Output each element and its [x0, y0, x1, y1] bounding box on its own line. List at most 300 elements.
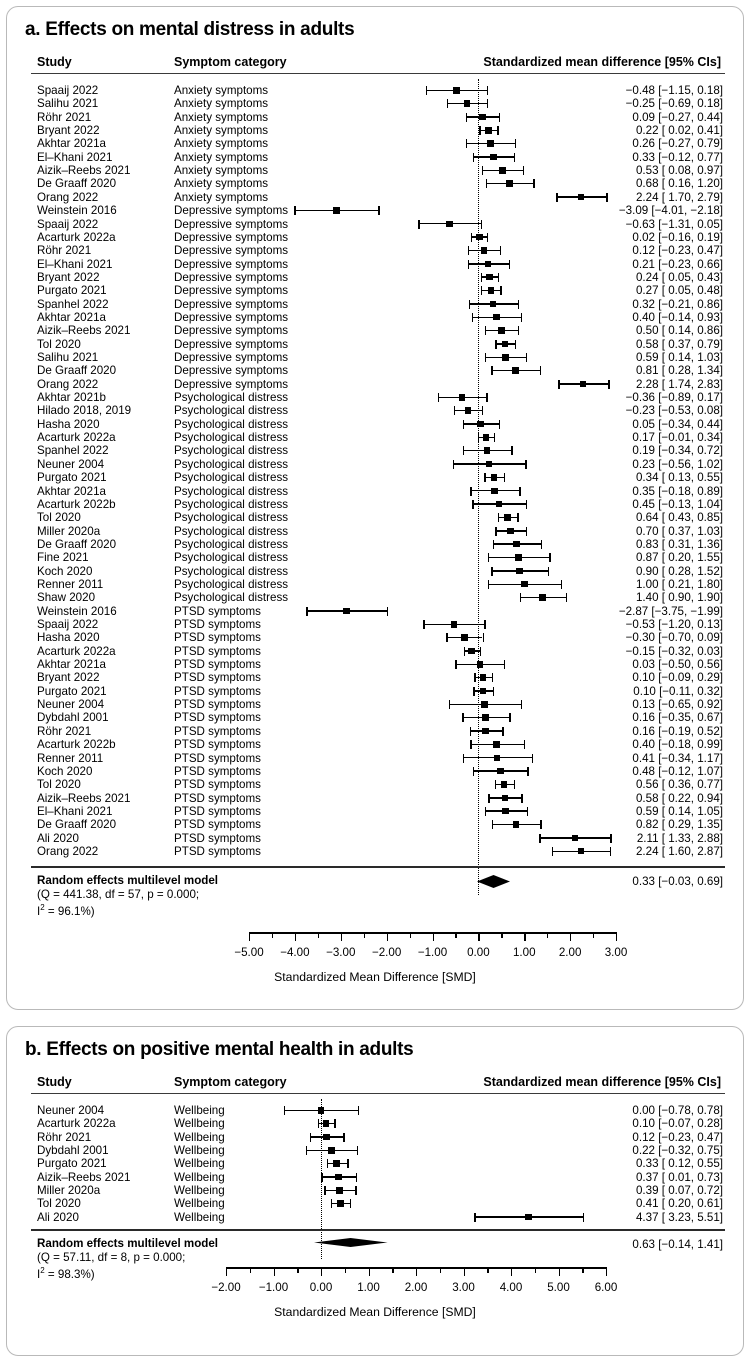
ci-cap-left: [449, 700, 450, 709]
row-study-label: Acarturk 2022a: [37, 644, 116, 658]
axis-major-tick: [274, 1267, 275, 1276]
ci-cap-right: [561, 580, 562, 589]
ci-cap-right: [606, 193, 607, 202]
axis-minor-tick: [250, 1267, 251, 1273]
axis-major-tick: [464, 1267, 465, 1276]
ci-cap-left: [488, 553, 489, 562]
row-study-label: El–Khani 2021: [37, 150, 113, 164]
row-study-label: Röhr 2021: [37, 244, 92, 258]
ci-cap-left: [426, 86, 427, 95]
row-study-label: Spaaij 2022: [37, 217, 99, 231]
row-estimate-text: 0.45 [−0.13, 1.04]: [632, 497, 723, 511]
row-estimate-text: 0.12 [−0.23, 0.47]: [632, 244, 723, 258]
ci-cap-right: [540, 366, 541, 375]
column-header-study: Study: [37, 55, 72, 69]
row-category-label: Psychological distress: [174, 551, 289, 565]
row-estimate-text: 1.00 [ 0.21, 1.80]: [635, 577, 723, 591]
row-category-label: Psychological distress: [174, 564, 289, 578]
axis-major-tick: [524, 932, 525, 941]
row-estimate-text: 0.35 [−0.18, 0.89]: [632, 484, 723, 498]
row-study-label: Aizik–Reebs 2021: [37, 324, 131, 338]
row-estimate-text: 0.26 [−0.27, 0.79]: [632, 137, 723, 151]
ci-cap-left: [310, 1133, 311, 1142]
ci-cap-right: [548, 567, 549, 576]
axis-minor-tick: [392, 1267, 393, 1273]
row-estimate-text: 2.24 [ 1.60, 2.87]: [635, 844, 723, 858]
effect-size-marker: [496, 501, 503, 508]
row-study-label: Orang 2022: [37, 190, 99, 204]
row-estimate-text: 0.02 [−0.16, 0.19]: [632, 230, 723, 244]
row-study-label: Koch 2020: [37, 564, 93, 578]
ci-cap-right: [519, 487, 520, 496]
row-category-label: Psychological distress: [174, 511, 289, 525]
ci-cap-right: [357, 1146, 358, 1155]
ci-cap-right: [527, 767, 528, 776]
ci-cap-left: [453, 460, 454, 469]
ci-cap-left: [466, 139, 467, 148]
row-category-label: Psychological distress: [174, 391, 289, 405]
row-estimate-text: 0.50 [ 0.14, 0.86]: [635, 324, 723, 338]
row-study-label: Akhtar 2021a: [37, 310, 106, 324]
axis-tick-label: −5.00: [234, 946, 264, 959]
row-study-label: El–Khani 2021: [37, 804, 113, 818]
effect-size-marker: [446, 221, 453, 228]
effect-size-marker: [506, 180, 513, 187]
row-estimate-text: 0.48 [−0.12, 1.07]: [632, 764, 723, 778]
ci-cap-left: [495, 340, 496, 349]
row-category-label: Wellbeing: [174, 1157, 225, 1171]
ci-cap-right: [515, 340, 516, 349]
column-header-estimate: Standardized mean difference [95% CIs]: [483, 1075, 721, 1089]
ci-cap-right: [509, 713, 510, 722]
summary-stats-line2: $I^2 = 98.3\%$): [37, 1266, 95, 1281]
row-category-label: Psychological distress: [174, 537, 289, 551]
row-study-label: Bryant 2022: [37, 124, 100, 138]
ci-cap-left: [552, 847, 553, 856]
ci-cap-left: [493, 540, 494, 549]
effect-size-marker: [502, 808, 509, 815]
row-category-label: PTSD symptoms: [174, 764, 261, 778]
effect-size-marker: [494, 755, 501, 762]
effect-size-marker: [485, 261, 492, 268]
row-estimate-text: 0.23 [−0.56, 1.02]: [632, 457, 723, 471]
ci-cap-left: [478, 433, 479, 442]
ci-cap-left: [485, 807, 486, 816]
ci-cap-right: [517, 513, 518, 522]
effect-size-marker: [491, 474, 498, 481]
effect-size-marker: [480, 674, 487, 681]
effect-size-marker: [490, 154, 497, 161]
row-category-label: PTSD symptoms: [174, 831, 261, 845]
effect-size-marker: [521, 581, 528, 588]
row-estimate-text: 0.58 [ 0.22, 0.94]: [635, 791, 723, 805]
ci-cap-left: [482, 166, 483, 175]
axis-tick-label: −4.00: [280, 946, 310, 959]
pooled-effect-diamond: [477, 875, 510, 888]
axis-major-tick: [295, 932, 296, 941]
row-study-label: Acarturk 2022a: [37, 1117, 116, 1131]
header-rule: [31, 1093, 725, 1094]
effect-size-marker: [335, 1174, 342, 1181]
effect-size-marker: [486, 461, 493, 468]
row-category-label: Psychological distress: [174, 417, 289, 431]
axis-minor-tick: [345, 1267, 346, 1273]
summary-label-block: [37, 874, 218, 918]
row-category-label: PTSD symptoms: [174, 711, 261, 725]
row-category-label: Psychological distress: [174, 524, 289, 538]
row-estimate-text: 0.41 [ 0.20, 0.61]: [635, 1197, 723, 1211]
axis-tick-label: 1.00: [512, 946, 536, 959]
axis-minor-tick: [272, 932, 273, 938]
row-category-label: Psychological distress: [174, 591, 289, 605]
axis-minor-tick: [297, 1267, 298, 1273]
row-study-label: Renner 2011: [37, 577, 104, 591]
column-header-estimate: Standardized mean difference [95% CIs]: [483, 55, 721, 69]
ci-cap-right: [526, 527, 527, 536]
ci-cap-left: [495, 780, 496, 789]
table-row: [7, 1210, 743, 1225]
ci-cap-right: [494, 433, 495, 442]
row-category-label: PTSD symptoms: [174, 791, 261, 805]
row-category-label: Psychological distress: [174, 457, 289, 471]
effect-size-marker: [453, 87, 460, 94]
row-study-label: Aizik–Reebs 2021: [37, 164, 131, 178]
axis-tick-label: 1.00: [357, 1281, 380, 1294]
row-category-label: Psychological distress: [174, 484, 289, 498]
row-study-label: Hasha 2020: [37, 417, 100, 431]
ci-cap-left: [468, 246, 469, 255]
ci-cap-right: [483, 633, 484, 642]
axis-minor-tick: [364, 932, 365, 938]
row-study-label: Ali 2020: [37, 1210, 79, 1224]
row-category-label: Psychological distress: [174, 577, 289, 591]
i-squared-exponent: 2: [40, 1266, 45, 1276]
row-estimate-text: −0.30 [−0.70, 0.09]: [625, 631, 723, 645]
ci-cap-left: [463, 420, 464, 429]
row-category-label: Depressive symptoms: [174, 324, 289, 338]
effect-size-marker: [488, 287, 495, 294]
effect-size-marker: [343, 608, 350, 615]
row-study-label: Tol 2020: [37, 778, 81, 792]
row-study-label: De Graaff 2020: [37, 364, 117, 378]
ci-cap-right: [497, 126, 498, 135]
ci-cap-left: [294, 206, 295, 215]
effect-size-marker: [484, 447, 491, 454]
ci-cap-left: [474, 673, 475, 682]
ci-cap-right: [514, 153, 515, 162]
row-category-label: Depressive symptoms: [174, 364, 289, 378]
summary-model-label: Random effects multilevel model: [37, 874, 219, 888]
row-study-label: Purgato 2021: [37, 284, 107, 298]
ci-cap-left: [474, 1213, 475, 1222]
ci-cap-right: [481, 220, 482, 229]
effect-size-marker: [464, 100, 471, 107]
effect-size-marker: [451, 621, 458, 628]
row-category-label: PTSD symptoms: [174, 631, 261, 645]
summary-model-label: Random effects multilevel model: [37, 1237, 219, 1251]
effect-size-marker: [479, 114, 486, 121]
ci-cap-left: [492, 820, 493, 829]
ci-cap-left: [473, 767, 474, 776]
row-estimate-text: 0.00 [−0.78, 0.78]: [632, 1104, 723, 1117]
row-estimate-text: 2.24 [ 1.70, 2.79]: [635, 190, 723, 204]
i-squared-exponent: 2: [40, 903, 45, 913]
axis-major-tick: [341, 932, 342, 941]
summary-stats-line2: $I^2 = 96.1\%$): [37, 903, 95, 919]
axis-major-tick: [226, 1267, 227, 1276]
row-category-label: Anxiety symptoms: [174, 84, 269, 97]
row-study-label: Spaaij 2022: [37, 84, 99, 97]
row-study-label: Acarturk 2022a: [37, 431, 116, 445]
row-estimate-text: 0.22 [−0.32, 0.75]: [632, 1144, 723, 1158]
ci-cap-right: [521, 794, 522, 803]
effect-size-marker: [513, 541, 520, 548]
row-study-label: Weinstein 2016: [37, 204, 117, 218]
ci-cap-left: [481, 273, 482, 282]
ci-cap-left: [486, 179, 487, 188]
ci-cap-left: [481, 286, 482, 295]
row-study-label: Orang 2022: [37, 377, 99, 391]
row-estimate-text: 0.40 [−0.18, 0.99]: [632, 738, 723, 752]
axis-minor-tick: [455, 932, 456, 938]
axis-major-tick: [369, 1267, 370, 1276]
x-axis-title: Standardized Mean Difference [SMD]: [274, 1305, 476, 1319]
row-category-label: Depressive symptoms: [174, 230, 289, 244]
ci-cap-left: [471, 233, 472, 242]
axis-minor-tick: [410, 932, 411, 938]
ci-cap-left: [455, 660, 456, 669]
row-category-label: Anxiety symptoms: [174, 177, 269, 191]
ci-cap-left: [464, 647, 465, 656]
ci-cap-right: [350, 1199, 351, 1208]
axis-major-tick: [570, 932, 571, 941]
axis-major-tick: [416, 1267, 417, 1276]
row-study-label: Hasha 2020: [37, 631, 100, 645]
effect-size-marker: [578, 848, 585, 855]
row-estimate-text: 0.27 [ 0.05, 0.48]: [635, 284, 723, 298]
ci-cap-left: [284, 1106, 285, 1115]
effect-size-marker: [323, 1134, 330, 1141]
row-estimate-text: 0.10 [−0.09, 0.29]: [632, 671, 723, 685]
effect-size-marker: [497, 768, 504, 775]
row-study-label: Röhr 2021: [37, 1130, 92, 1144]
axis-tick-label: −1.00: [258, 1281, 289, 1294]
axis-tick-label: 2.00: [404, 1281, 428, 1294]
effect-size-marker: [502, 795, 509, 802]
ci-cap-left: [331, 1199, 332, 1208]
axis-tick-label: 5.00: [547, 1281, 570, 1294]
row-category-label: Psychological distress: [174, 431, 289, 445]
effect-size-marker: [493, 314, 500, 321]
axis-major-tick: [387, 932, 388, 941]
effect-size-marker: [485, 127, 492, 134]
axis-tick-label: 2.00: [558, 946, 582, 959]
row-category-label: Depressive symptoms: [174, 204, 289, 218]
row-estimate-text: 0.58 [ 0.37, 0.79]: [635, 337, 723, 351]
ci-cap-right: [504, 660, 505, 669]
row-estimate-text: 0.33 [−0.12, 0.77]: [632, 150, 723, 164]
table-row: [7, 844, 743, 859]
column-header-category: Symptom category: [174, 1075, 287, 1089]
ci-cap-right: [527, 807, 528, 816]
row-estimate-text: −0.48 [−1.15, 0.18]: [625, 84, 723, 97]
row-study-label: Miller 2020a: [37, 524, 101, 538]
row-study-label: Neuner 2004: [37, 698, 105, 712]
summary-estimate-text: 0.63 [−0.14, 1.41]: [632, 1238, 723, 1252]
ci-cap-left: [473, 153, 474, 162]
effect-size-marker: [459, 394, 466, 401]
ci-cap-right: [378, 206, 379, 215]
axis-tick-label: 0.00: [309, 1281, 333, 1294]
effect-size-marker: [337, 1200, 344, 1207]
row-category-label: Wellbeing: [174, 1184, 225, 1198]
ci-cap-left: [306, 1146, 307, 1155]
effect-size-marker: [477, 661, 484, 668]
axis-minor-tick: [501, 932, 502, 938]
ci-cap-left: [556, 193, 557, 202]
ci-cap-right: [523, 166, 524, 175]
axis-tick-label: −2.00: [371, 946, 402, 959]
ci-cap-left: [470, 487, 471, 496]
summary-label-block: [37, 1237, 218, 1281]
ci-cap-right: [583, 1213, 584, 1222]
ci-cap-right: [566, 593, 567, 602]
row-estimate-text: 0.22 [ 0.02, 0.41]: [635, 124, 723, 138]
ci-cap-left: [469, 300, 470, 309]
row-study-label: Röhr 2021: [37, 724, 92, 738]
effect-size-marker: [504, 514, 511, 521]
ci-cap-left: [491, 366, 492, 375]
row-study-label: Orang 2022: [37, 844, 99, 858]
ci-cap-left: [473, 687, 474, 696]
row-estimate-text: 0.81 [ 0.28, 1.34]: [635, 364, 723, 378]
header-rule: [31, 73, 725, 74]
effect-size-marker: [482, 714, 489, 721]
row-category-label: Depressive symptoms: [174, 377, 289, 391]
ci-cap-right: [504, 473, 505, 482]
row-category-label: PTSD symptoms: [174, 751, 261, 765]
ci-cap-left: [418, 220, 419, 229]
row-study-label: Tol 2020: [37, 1197, 81, 1211]
row-estimate-text: 0.40 [−0.14, 0.93]: [632, 310, 723, 324]
ci-cap-right: [486, 393, 487, 402]
row-study-label: Tol 2020: [37, 511, 81, 525]
ci-cap-right: [480, 647, 481, 656]
row-estimate-text: 0.09 [−0.27, 0.44]: [632, 110, 723, 124]
row-estimate-text: 0.37 [ 0.01, 0.73]: [635, 1170, 723, 1184]
row-study-label: Hilado 2018, 2019: [37, 404, 132, 418]
row-estimate-text: 0.16 [−0.19, 0.52]: [632, 724, 723, 738]
ci-cap-right: [498, 273, 499, 282]
ci-cap-right: [540, 820, 541, 829]
row-study-label: Koch 2020: [37, 764, 93, 778]
axis-tick-label: −1.00: [417, 946, 448, 959]
ci-cap-left: [495, 527, 496, 536]
effect-size-marker: [461, 634, 468, 641]
row-category-label: PTSD symptoms: [174, 778, 261, 792]
row-estimate-text: 0.68 [ 0.16, 1.20]: [635, 177, 723, 191]
ci-cap-left: [438, 393, 439, 402]
row-estimate-text: 0.56 [ 0.36, 0.77]: [635, 778, 723, 792]
axis-major-tick: [511, 1267, 512, 1276]
row-estimate-text: 0.03 [−0.50, 0.56]: [632, 658, 723, 672]
row-study-label: Acarturk 2022b: [37, 738, 116, 752]
row-category-label: Depressive symptoms: [174, 270, 289, 284]
ci-cap-right: [500, 286, 501, 295]
ci-cap-left: [318, 1119, 319, 1128]
row-study-label: Tol 2020: [37, 337, 81, 351]
row-study-label: El–Khani 2021: [37, 257, 113, 271]
ci-cap-right: [549, 553, 550, 562]
row-study-label: Fine 2021: [37, 551, 89, 565]
axis-major-tick: [249, 932, 250, 941]
axis-minor-tick: [487, 1267, 488, 1273]
effect-size-marker: [486, 274, 493, 281]
row-category-label: PTSD symptoms: [174, 618, 261, 631]
row-study-label: Shaw 2020: [37, 591, 96, 605]
row-estimate-text: 0.39 [ 0.07, 0.72]: [635, 1184, 723, 1198]
ci-cap-left: [446, 633, 447, 642]
ci-cap-left: [463, 754, 464, 763]
ci-cap-right: [525, 460, 526, 469]
ci-cap-left: [470, 727, 471, 736]
row-study-label: Purgato 2021: [37, 684, 107, 698]
row-estimate-text: 0.83 [ 0.31, 1.36]: [635, 537, 723, 551]
axis-major-tick: [559, 1267, 560, 1276]
effect-size-marker: [336, 1187, 343, 1194]
row-category-label: Wellbeing: [174, 1130, 225, 1144]
ci-cap-left: [498, 513, 499, 522]
row-estimate-text: 0.90 [ 0.28, 1.52]: [635, 564, 723, 578]
row-category-label: Anxiety symptoms: [174, 110, 269, 124]
row-study-label: Akhtar 2021b: [37, 391, 106, 405]
row-estimate-text: 0.59 [ 0.14, 1.03]: [635, 351, 723, 364]
row-category-label: PTSD symptoms: [174, 644, 261, 658]
ci-cap-right: [526, 500, 527, 509]
effect-size-marker: [502, 354, 509, 361]
row-category-label: Wellbeing: [174, 1144, 225, 1158]
row-study-label: Akhtar 2021a: [37, 658, 106, 672]
ci-cap-left: [423, 620, 424, 629]
ci-cap-left: [488, 580, 489, 589]
ci-cap-right: [521, 313, 522, 322]
ci-cap-left: [466, 113, 467, 122]
row-estimate-text: 0.12 [−0.23, 0.47]: [632, 1130, 723, 1144]
row-study-label: De Graaff 2020: [37, 177, 117, 191]
effect-size-marker: [333, 207, 340, 214]
row-study-label: Akhtar 2021a: [37, 137, 106, 151]
effect-size-marker: [482, 728, 489, 735]
row-estimate-text: −0.25 [−0.69, 0.18]: [625, 97, 723, 111]
ci-cap-left: [321, 1173, 322, 1182]
ci-cap-right: [533, 179, 534, 188]
ci-cap-left: [488, 794, 489, 803]
row-estimate-text: 0.33 [ 0.12, 0.55]: [635, 1157, 723, 1171]
row-estimate-text: −0.53 [−1.20, 0.13]: [625, 618, 723, 631]
row-estimate-text: 0.21 [−0.23, 0.66]: [632, 257, 723, 271]
row-estimate-text: 0.87 [ 0.20, 1.55]: [635, 551, 723, 565]
ci-cap-right: [499, 113, 500, 122]
row-category-label: Anxiety symptoms: [174, 150, 269, 164]
row-study-label: Neuner 2004: [37, 1104, 105, 1117]
row-category-label: PTSD symptoms: [174, 684, 261, 698]
ci-cap-right: [334, 1119, 335, 1128]
row-category-label: PTSD symptoms: [174, 698, 261, 712]
row-study-label: Weinstein 2016: [37, 604, 117, 618]
row-estimate-text: −0.15 [−0.32, 0.03]: [625, 644, 723, 658]
axis-minor-tick: [547, 932, 548, 938]
effect-size-marker: [516, 568, 523, 575]
